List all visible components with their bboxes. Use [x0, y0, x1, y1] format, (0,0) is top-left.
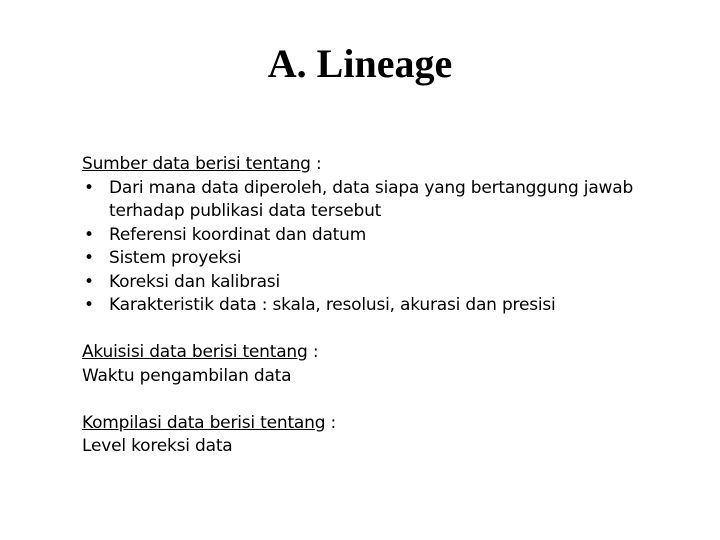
slide-content — [82, 153, 682, 459]
bullet-symbol: • — [84, 295, 94, 315]
section-heading-suffix: : — [307, 342, 319, 362]
bullet-text: Referensi koordinat dan datum — [109, 224, 367, 245]
bullet-symbol: • — [84, 224, 94, 245]
bullet-item — [82, 177, 682, 224]
bullet-text: Sistem proyeksi — [109, 248, 242, 268]
section-heading — [82, 412, 682, 436]
section-heading-text: Akuisisi data berisi tentang — [82, 342, 308, 362]
section-heading — [82, 153, 682, 177]
section-akuisisi-data — [82, 341, 682, 388]
section-heading — [82, 341, 682, 365]
bullet-symbol: • — [84, 271, 94, 292]
section-heading-suffix: : — [325, 412, 337, 433]
section-text: Level koreksi data — [82, 436, 233, 456]
section-kompilasi-data — [82, 412, 682, 459]
bullet-text: Dari mana data diperoleh, data siapa yang bertanggung jawab terhadap publikasi data tersebut — [109, 177, 634, 221]
bullet-text: Karakteristik data : skala, resolusi, akurasi dan presisi — [109, 295, 556, 315]
section-heading-text: Sumber data berisi tentang — [82, 154, 311, 174]
section-sumber-data — [82, 153, 682, 318]
bullet-text: Koreksi dan kalibrasi — [109, 271, 280, 292]
section-heading-text: Kompilasi data berisi tentang — [82, 412, 326, 433]
slide-title: A. Lineage — [267, 41, 453, 86]
section-heading-suffix: : — [310, 154, 322, 174]
bullet-symbol: • — [84, 177, 94, 198]
bullet-list — [82, 177, 682, 318]
bullet-item — [82, 247, 682, 271]
section-text: Waktu pengambilan data — [82, 365, 292, 386]
bullet-item — [82, 224, 682, 248]
bullet-item — [82, 294, 682, 318]
bullet-symbol: • — [84, 248, 94, 268]
bullet-item — [82, 271, 682, 295]
